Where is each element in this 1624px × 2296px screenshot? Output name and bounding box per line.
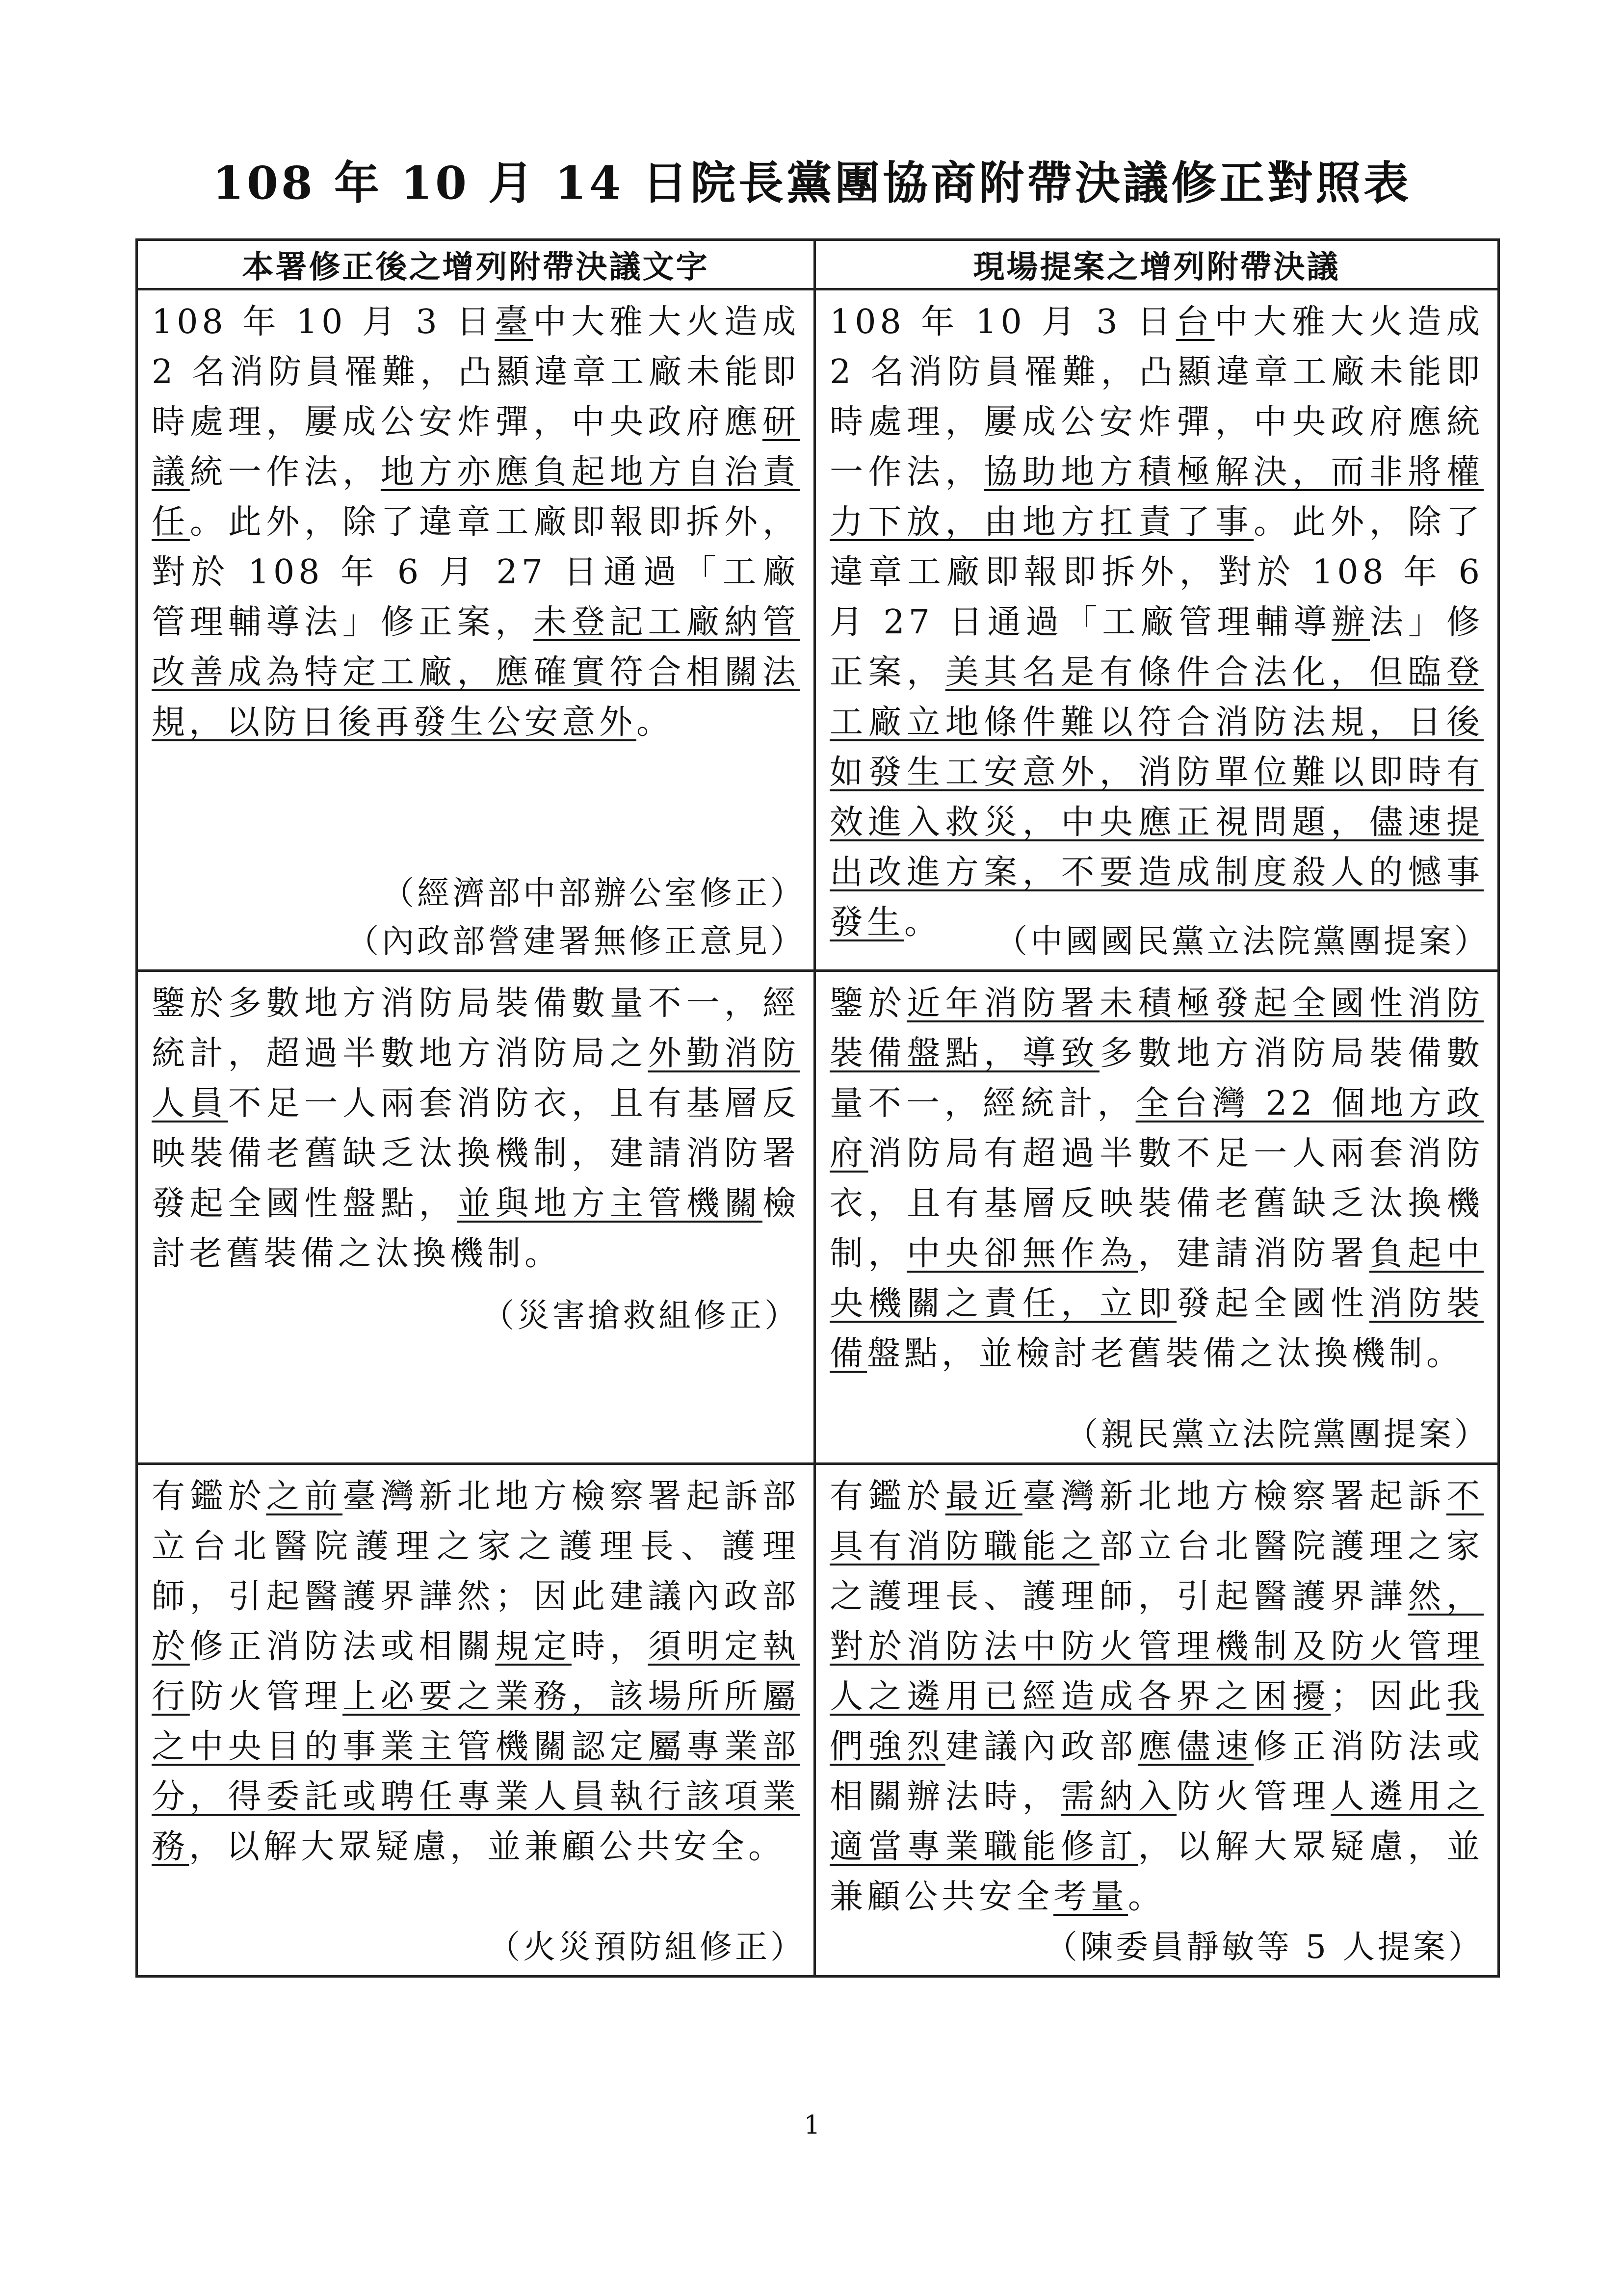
amended-text: 地方亦應負起地方自治責任: [152, 453, 800, 542]
amending-unit-note: （內政部營建署無修正意見）: [346, 922, 806, 960]
amended-text: 外勤消防人員: [152, 1034, 800, 1123]
text-segment: ；因此: [1331, 1677, 1446, 1716]
text-segment: 建議內政部: [945, 1727, 1138, 1766]
text-segment: 發起全國性: [1177, 1284, 1369, 1323]
text-segment: 防火管理: [189, 1677, 343, 1716]
amending-unit-note: （災害搶救組修正）: [482, 1297, 800, 1334]
right-column-header: 現場提案之增列附帶決議: [815, 240, 1499, 289]
amended-text: 考量: [1053, 1878, 1128, 1916]
table-header-row: [137, 240, 1499, 289]
comparison-table: [135, 238, 1500, 1978]
amended-text: 美其名是有條件合法化，但臨登工廠立地條件難以符合消防法規，日後如發生工安意外，消防單位難以即時有效進入救災，中央應正視問題，儘速提出改進方案，不要造成制度殺人的憾事發生: [830, 653, 1484, 942]
amended-text: 負起中央機關之責任，立即: [830, 1234, 1484, 1323]
amended-text: 全台灣 22 個地方政府: [830, 1084, 1484, 1173]
amended-text: 近年消防署未積極發起全國性消防裝備盤點，導致: [830, 984, 1484, 1073]
table-row: [137, 1464, 1499, 1977]
text-segment: 修正消防法或相關辦法時，: [830, 1727, 1484, 1816]
amending-unit-note: （火災預防組修正）: [488, 1928, 806, 1966]
text-segment: 盤點，並檢討老舊裝備之汰換機制。: [867, 1334, 1464, 1373]
proposed-resolution-cell: [815, 971, 1499, 1464]
amended-text: 未登記工廠納管改善成為特定工廠，應確實符合相關法規，以防日後再發生公安意外: [152, 603, 800, 742]
amended-resolution-cell: [137, 971, 815, 1464]
text-segment: 有鑑於: [830, 1477, 945, 1516]
proposed-resolution-cell: [815, 1464, 1499, 1977]
amended-text: 人遴用之適當專業職能修訂: [830, 1777, 1484, 1866]
text-segment: 中大雅大火造成 2 名消防員罹難，凸顯違章工廠未能即時處理，屢成公安炸彈，中央政府應: [152, 303, 800, 442]
amended-text: 然，對於消防法中防火管理機制及防火管理人之遴用已經造成各界之困擾: [830, 1577, 1484, 1716]
text-segment: 修正消防法或相關: [189, 1627, 496, 1666]
text-segment: ，以解大眾疑慮，並兼顧公共安全。: [189, 1827, 786, 1866]
amended-text: 辦: [1332, 603, 1370, 642]
proposer-note: （親民黨立法院黨團提案）: [1066, 1415, 1490, 1453]
text-segment: 有鑑於: [152, 1477, 266, 1516]
amended-text: 中央卻無作為: [907, 1234, 1138, 1273]
amended-text: 協助地方積極解決，而非將權力下放，由地方扛責了事: [830, 453, 1484, 542]
page-number: 1: [804, 2111, 820, 2140]
amended-text: 規定: [495, 1627, 572, 1666]
text-segment: 鑒於: [830, 984, 907, 1023]
text-segment: 部立台北醫院護理之家之護理長、護理師，引起醫護界譁: [830, 1527, 1484, 1616]
amended-text: 消防裝備: [830, 1284, 1484, 1373]
text-segment: 不足一人兩套消防衣，且有基層反映裝備老舊缺乏汰換機制，建請消防署發起全國性盤點，: [152, 1084, 800, 1223]
amended-text: 須明定執行: [152, 1627, 800, 1716]
document-title: 108 年 10 月 14 日院長黨團協商附帶決議修正對照表: [212, 157, 1412, 209]
text-segment: 。: [636, 703, 674, 742]
amended-resolution-cell: [137, 289, 815, 971]
amending-unit-note: （經濟部中部辦公室修正）: [382, 874, 806, 912]
text-segment: 108 年 10 月 3 日: [152, 303, 495, 341]
text-segment: 。: [904, 903, 942, 942]
amended-text: 於: [152, 1627, 190, 1666]
resolution-text: [830, 297, 1484, 948]
amended-text: 臺: [495, 303, 533, 341]
proposer-note: （陳委員靜敏等 5 人提案）: [1045, 1928, 1484, 1966]
resolution-text: [152, 979, 800, 1279]
resolution-text: [830, 979, 1484, 1379]
amended-text: 不具有消防職能之: [830, 1477, 1484, 1566]
table-row: [137, 971, 1499, 1464]
amended-text: 之前: [266, 1477, 343, 1516]
resolution-text: [830, 1472, 1484, 1922]
text-segment: 。: [1128, 1878, 1166, 1916]
text-segment: 檢討老舊裝備之汰換機制。: [152, 1184, 800, 1273]
left-column-header: 本署修正後之增列附帶決議文字: [137, 240, 815, 289]
text-segment: 時，: [571, 1627, 648, 1666]
text-segment: 防火管理: [1177, 1777, 1331, 1816]
amended-resolution-cell: [137, 1464, 815, 1977]
text-segment: 。此外，除了違章工廠即報即拆外，對於 108 年 6 月 27 日通過「工廠管理輔導法」修正案，: [152, 503, 800, 642]
text-segment: ，建請消防署: [1138, 1234, 1369, 1273]
proposed-resolution-cell: [815, 289, 1499, 971]
amended-text: 最近: [945, 1477, 1022, 1516]
text-segment: 多數地方消防局裝備數量不一，經統計，: [830, 1034, 1484, 1123]
amended-text: 我們強烈: [830, 1677, 1484, 1766]
resolution-text: [152, 297, 800, 748]
text-segment: 臺灣新北地方檢察署起訴部立台北醫院護理之家之護理長、護理師，引起醫護界譁然；因此建議內政部: [152, 1477, 800, 1616]
text-segment: 臺灣新北地方檢察署起訴: [1022, 1477, 1446, 1516]
resolution-text: [152, 1472, 800, 1872]
table-row: [137, 289, 1499, 971]
amended-text: 研議: [152, 403, 800, 492]
amended-text: 應儘速: [1138, 1727, 1254, 1766]
amended-text: 並與地方主管機關: [457, 1184, 762, 1223]
text-segment: 法」修正案，: [830, 603, 1484, 692]
text-segment: 消防局有超過半數不足一人兩套消防衣，且有基層反映裝備老舊缺乏汰換機制，: [830, 1134, 1484, 1273]
text-segment: 。此外，除了違章工廠即報即拆外，對於 108 年 6 月 27 日通過「工廠管理輔導: [830, 503, 1484, 642]
text-segment: ，以解大眾疑慮，並兼顧公共安全: [830, 1827, 1484, 1916]
text-segment: 統一作法，: [189, 453, 381, 492]
text-segment: 108 年 10 月 3 日: [830, 303, 1176, 341]
amended-text: 上必要之業務，該場所所屬之中央目的事業主管機關認定屬專業部分，得委託或聘任專業人員執行該項業務: [152, 1677, 800, 1866]
amended-text: 需納入: [1061, 1777, 1177, 1816]
amended-text: 台: [1176, 303, 1215, 341]
proposer-note: （中國國民黨立法院黨團提案）: [995, 922, 1490, 960]
text-segment: 鑒於多數地方消防局裝備數量不一，經統計，超過半數地方消防局之: [152, 984, 800, 1073]
text-segment: 中大雅大火造成 2 名消防員罹難，凸顯違章工廠未能即時處理，屢成公安炸彈，中央政府應統一作法，: [830, 303, 1484, 492]
